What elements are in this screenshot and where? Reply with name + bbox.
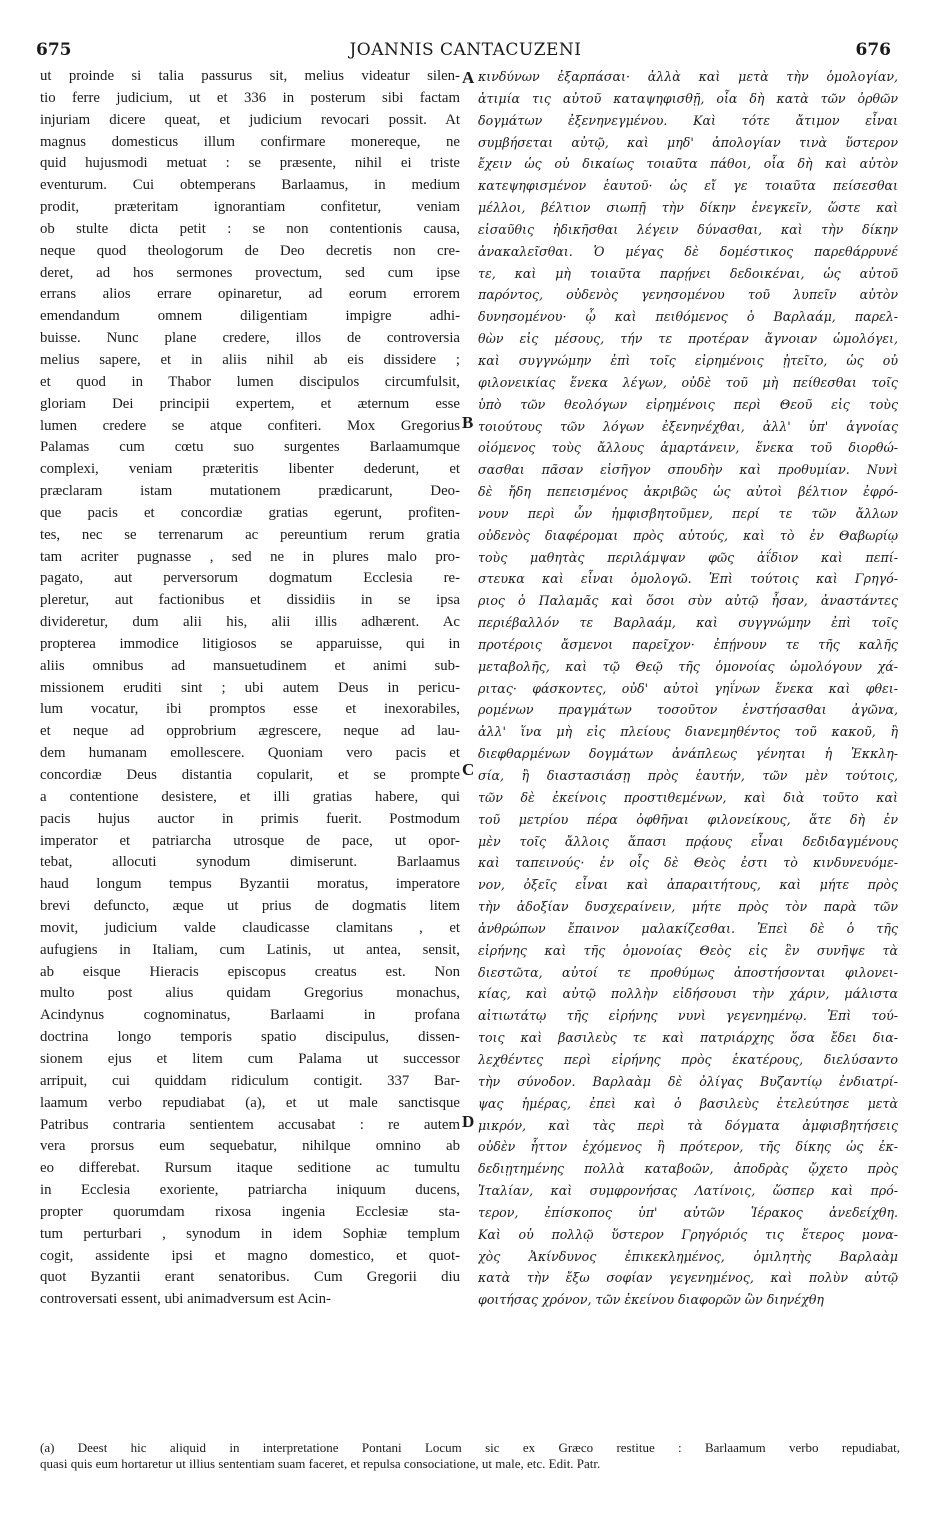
greek-text-line: δογμάτων ἐξενηνεγμένου. Καὶ τότε ἄτιμον εἶναι bbox=[478, 112, 898, 128]
greek-text-line: σασθαι πᾶσαν εἰσῆγον σπουδὴν καὶ προθυμίαν. Νυνὶ bbox=[478, 462, 898, 478]
greek-text-line: περιέβαλλόν τε Βαρλαάμ, καὶ συγγνώμην ἐπὶ τοῖς bbox=[478, 615, 898, 631]
greek-text-line: προτέροις ἄσμενοι παρεῖχον· ἐπῄνουν τε τῆς καλῆς bbox=[478, 636, 898, 652]
greek-text-line: κατεψηφισμένον ἑαυτοῦ· ὡς εἴ γε τοιαῦτα πείσεσθαι bbox=[478, 178, 898, 194]
latin-text-line: tum perturbari , synodum in idem Sophiæ templum bbox=[40, 1225, 460, 1242]
latin-text-line: melius sapere, et in aliis nihil ab eis dissidere ; bbox=[40, 351, 460, 368]
margin-marker-b: B bbox=[462, 413, 474, 432]
latin-text-line: complexi, veniam præteritis libenter dederunt, et bbox=[40, 461, 460, 478]
greek-text-line: τῶν δὲ ἐκείνοις προστιθεμένων, καὶ διὰ τοῦτο καὶ bbox=[478, 789, 898, 805]
latin-text-line: injuriam dicere queat, et judicium revocari possit. At bbox=[40, 111, 460, 128]
margin-marker-a: A bbox=[462, 68, 475, 87]
latin-text-line: emendandum omnem diligentiam impigre adhi- bbox=[40, 308, 460, 325]
greek-text-line: καὶ ταπεινούς· ἐν οἷς δὲ Θεὸς ἐστι τὸ κινδυνευόμε- bbox=[478, 855, 898, 871]
greek-text-line: μέλλοι, βέλτιον σιωπῇ τὴν δίκην ἐνεγκεῖν, ὥστε καὶ bbox=[478, 200, 898, 216]
greek-text-line: μὲν τοῖς ἄλλοις ἅπασι πρᾴους εἶναι δεδιδαγμένους bbox=[478, 833, 898, 849]
latin-text-line: a contentione desistere, et illi gratias habere, qui bbox=[40, 788, 460, 805]
latin-text-line: tio ferre judicium, ut et 336 in posterum sibi factam bbox=[40, 89, 460, 106]
greek-text-line: κίας, καὶ αὐτῷ πολλὴν εἰδήσουσι τὴν χάριν, μάλιστα bbox=[478, 986, 898, 1002]
latin-text-line: ut proinde si talia passurus sit, melius videatur silen- bbox=[40, 68, 460, 84]
latin-text-line: tam acriter pugnasse , sed ne in plures malo pro- bbox=[40, 548, 460, 565]
latin-text-line: eo differebat. Rursum itaque seditione ac tumultu bbox=[40, 1160, 460, 1177]
latin-text-line: divideretur, dum alii his, alii illis adhærent. Ac bbox=[40, 614, 460, 631]
latin-text-line: propterea immodice litigiosos se apparuisse, qui in bbox=[40, 635, 460, 652]
latin-text-line: multo post alius quidam Gregorius monachus, bbox=[40, 985, 460, 1002]
greek-text-line: νον, ὀξεῖς εἶναι καὶ ἀπαραιτήτους, καὶ μήτε πρὸς bbox=[478, 877, 898, 893]
latin-text-line: et neque ad opprobrium ægrescere, neque ad lau- bbox=[40, 723, 460, 740]
latin-text-line: laamum verbo repudiabat (a), et ut male sanctisque bbox=[40, 1094, 460, 1111]
greek-text-line: ὑπὸ τῶν θεολόγων εἰρημένοις περὶ Θεοῦ εἰς τοὺς bbox=[478, 396, 898, 412]
page-number-right: 676 bbox=[855, 40, 891, 60]
latin-text-line: tes, nec se terrenarum ac pereuntium rerum gratia bbox=[40, 526, 460, 543]
greek-text-line: ριτας· φάσκοντες, οὐδ' αὐτοὶ γηΐνων ἕνεκα καὶ φθει- bbox=[478, 680, 898, 696]
latin-text-line: arripuit, cui quiddam ridiculum contigit. 337 Bar- bbox=[40, 1072, 460, 1089]
latin-text-line: eventurum. Cui obtemperans Barlaamus, in medium bbox=[40, 177, 460, 194]
running-header bbox=[0, 40, 931, 64]
greek-text-line: καὶ συγγνώμην ἐπὶ τοῖς εἰρημένοις ᾐτεῖτο, ὡς οὐ bbox=[478, 352, 898, 368]
page-number-left: 675 bbox=[36, 40, 72, 60]
greek-text-line: στευκα καὶ εἶναι ὁμολογῶ. Ἐπὶ τούτοις καὶ Γρηγό- bbox=[478, 571, 898, 587]
latin-text-line: gloriam Dei principii expertem, et æternum esse bbox=[40, 395, 460, 412]
latin-text-line: que pacis et concordiæ gratias egerunt, profiten- bbox=[40, 504, 460, 521]
greek-text-line: φοιτήσας χρόνον, τῶν ἐκείνου διαφορῶν ὢν διηνέχθη bbox=[478, 1292, 824, 1308]
greek-text-line: οὐδενὸς διαφέρομαι πρὸς αὐτούς, καὶ τὸ ἐν Θαβωρίῳ bbox=[478, 527, 898, 543]
greek-text-line: αἰτιωτάτῳ τῆς εἰρήνης νυνὶ γεγενημένῳ. Ἐπὶ τού- bbox=[478, 1008, 898, 1024]
greek-text-line: διεφθαρμένων δογμάτων ἀνάπλεως γένηται ἡ Ἐκκλη- bbox=[478, 746, 898, 762]
greek-text-line: εἰρήνης καὶ τῆς ὁμονοίας Θεὸς εἰς ἓν συνῆψε τὰ bbox=[478, 942, 898, 958]
greek-text-line: ριος ὁ Παλαμᾶς καὶ ὅσοι σὺν αὐτῷ ἦσαν, ἀναστάντες bbox=[478, 593, 898, 609]
latin-text-line: aliis omnibus ad mansuetudinem et animi sub- bbox=[40, 657, 460, 674]
latin-text-line: lumen credere se atque confiteri. Mox Gregorius bbox=[40, 417, 460, 434]
greek-text-line: ἀλλ' ἵνα μὴ εἰς πλείους διανεμηθέντος τοῦ κακοῦ, ἢ bbox=[478, 724, 898, 740]
latin-text-line: quot Byzantii erant senatoribus. Cum Gregorii diu bbox=[40, 1269, 460, 1286]
latin-text-line: ab eisque Hieracis episcopus creatus est. Non bbox=[40, 963, 460, 980]
latin-text-line: concordiæ Deus distantia copularit, et se prompte bbox=[40, 767, 460, 783]
latin-text-line: pagato, aut perversorum dogmatum Ecclesia re- bbox=[40, 570, 460, 587]
greek-text-line: τοιούτους τῶν λόγων ἐξενηνέχθαι, ἀλλ' ὑπ' ἀγνοίας bbox=[478, 418, 898, 434]
greek-text-line: ἔχειν ὡς οὐ δικαίως τοιαῦτα πάθοι, οἷα δὴ καὶ αὐτὸν bbox=[478, 156, 898, 172]
greek-text-line: ἀνακαλεῖσθαι. Ὁ μέγας δὲ δομέστικος παρεθάρρυνέ bbox=[478, 243, 898, 259]
latin-text-line: Acindynus cognominatus, Barlaami in profana bbox=[40, 1007, 460, 1024]
latin-text-line: cogit, assidente ipsi et magno domestico, et quot- bbox=[40, 1247, 460, 1264]
greek-text-line: διεστῶτα, αὐτοί τε προθύμως ἀποστήσονται φιλονει- bbox=[478, 964, 898, 980]
latin-text-line: dem humanam emollescere. Quoniam vero pacis et bbox=[40, 745, 460, 762]
greek-text-line: μικρόν, καὶ τὰς περὶ τὰ δόγματα ἀμφισβητήσεις bbox=[478, 1117, 898, 1133]
footnote-line: quasi quis eum hortaretur ut illius sententiam suam faceret, et repulsa consociatione, ut male, etc. Edit. Patr. bbox=[40, 1456, 601, 1471]
latin-text-line: brevi defuncto, æque ut prius de dogmatis litem bbox=[40, 898, 460, 915]
margin-marker-c: C bbox=[462, 760, 475, 779]
latin-text-line: controversati essent, ubi animadversum est Acin- bbox=[40, 1291, 331, 1308]
greek-text-line: τερον, ἐπίσκοπος ὑπ' αὐτῶν Ἱέρακος ἀνεδείχθη. bbox=[478, 1204, 898, 1220]
latin-text-line: quid hujusmodi metuat : se præsente, nihil ei triste bbox=[40, 155, 460, 172]
latin-text-line: sionem ejus et litem cum Palama ut successor bbox=[40, 1050, 460, 1067]
greek-text-line: τὴν ἀδοξίαν δυσχεραίνειν, μήτε πρὸς τὸν παρὰ τῶν bbox=[478, 899, 898, 915]
greek-text-line: λεχθέντες περὶ εἰρήνης πρὸς ἑκατέρους, διελύσαντο bbox=[478, 1051, 898, 1067]
latin-text-line: præclaram istam mutationem prædicarunt, Deo- bbox=[40, 483, 460, 500]
greek-text-line: εἰσαῦθις ἠδικῆσθαι λέγειν δύνασθαι, καὶ τὴν δίκην bbox=[478, 221, 898, 237]
greek-text-line: δὲ ἤδη πεπεισμένος ἀκριβῶς ὡς αὐτοὶ βέλτιον ἐφρό- bbox=[478, 484, 898, 500]
latin-text-line: aufugiens in Italiam, cum Latinis, ut antea, sensit, bbox=[40, 941, 460, 958]
greek-text-line: τοὺς μαθητὰς περιλάμψαν φῶς ἀΐδιον καὶ πεπί- bbox=[478, 549, 898, 565]
greek-text-line: συμβήσεται αὐτῷ, καὶ μηδ' ἀπολογίαν τινὰ ὕστερον bbox=[478, 134, 898, 150]
latin-text-line: magnus domesticus illum confirmare monereque, ne bbox=[40, 133, 460, 150]
latin-text-line: ob stulte dicta petit : se non contentionis causa, bbox=[40, 220, 460, 237]
greek-column bbox=[478, 66, 898, 1311]
greek-text-line: κατὰ τὴν ἔξω σοφίαν γεγενημένος, καὶ πολὺν αὐτῷ bbox=[478, 1270, 898, 1286]
latin-text-line: et quod in Thabor lumen discipulos circumfulsit, bbox=[40, 373, 460, 390]
greek-text-line: δεδιῃτημένης πολλὰ καταβοῶν, ἀποδρὰς ᾤχετο πρὸς bbox=[478, 1161, 898, 1177]
latin-text-line: lum vocatur, ibi promptos esse et inexorabiles, bbox=[40, 701, 460, 718]
greek-text-line: φιλονεικίας ἕνεκα λέγων, οὐδὲ τοῦ μὴ πείθεσθαι τοῖς bbox=[478, 374, 898, 390]
running-title: JOANNIS CANTACUZENI bbox=[349, 40, 582, 60]
greek-text-line: κινδύνων ἐξαρπάσαι· ἀλλὰ καὶ μετὰ τὴν ὁμολογίαν, bbox=[478, 69, 898, 84]
greek-text-line: τὴν σύνοδον. Βαρλαὰμ δὲ ὀλίγας Βυζαντίῳ ἐνδιατρί- bbox=[478, 1073, 898, 1089]
greek-text-line: δυνησομένου· ᾧ καὶ πειθόμενος ὁ Βαρλαάμ, παρελ- bbox=[478, 309, 898, 325]
greek-text-line: Καὶ οὐ πολλῷ ὕστερον Γρηγόριός τις ἕτερος μονα- bbox=[478, 1226, 898, 1242]
footnote-line: (a) Deest hic aliquid in interpretatione Pontani Locum sic ex Græco restitue : Barlaamum verbo repudiabat, bbox=[40, 1440, 900, 1455]
margin-marker-d: D bbox=[462, 1112, 475, 1131]
greek-text-line: οἰόμενος τοὺς ἄλλους ἁμαρτάνειν, ἕνεκα τοῦ διορθώ- bbox=[478, 440, 898, 456]
greek-text-line: οὐδὲν ἧττον ἐχόμενος ἢ πρότερον, τῆς δίκης ὡς ἐκ- bbox=[478, 1139, 898, 1155]
greek-text-line: τοῦ μετρίου πέρα ὀφθῆναι φιλονείκους, ἅτε δὴ ἐν bbox=[478, 811, 898, 827]
greek-text-line: μεταβολῆς, καὶ τῷ Θεῷ τῆς ὁμονοίας ὡμολόγουν χά- bbox=[478, 658, 898, 674]
greek-text-line: ἀνθρώπων ἔπαινον μαλακίζεσθαι. Ἐπεὶ δὲ ὁ τῆς bbox=[478, 920, 898, 936]
greek-text-line: παρόντος, οὐδενὸς γενησομένου τοῦ λυπεῖν αὐτὸν bbox=[478, 287, 898, 303]
latin-column bbox=[40, 66, 460, 1311]
latin-text-line: in Ecclesia exoriente, patriarcha iniquum ducens, bbox=[40, 1182, 460, 1199]
latin-text-line: haud longum tempus Byzantii moratus, imperatore bbox=[40, 876, 460, 893]
latin-text-line: buisse. Nunc plane credere, illos de controversia bbox=[40, 330, 460, 347]
latin-text-line: propter quorumdam rixosa ingenia Ecclesiæ sta- bbox=[40, 1203, 460, 1220]
greek-text-line: ἀτιμία τις αὐτοῦ καταψηφισθῇ, οἷα δὴ κατὰ τῶν ὀρθῶν bbox=[478, 90, 898, 106]
greek-text-line: ψας ἡμέρας, ἐπεὶ καὶ ὁ βασιλεὺς ἐτελεύτησε μετὰ bbox=[478, 1095, 898, 1111]
footnote bbox=[40, 1440, 900, 1472]
latin-text-line: doctrina longo temporis spatio discipulus, dissen- bbox=[40, 1029, 460, 1046]
greek-text-line: τοις καὶ βασιλεὺς τε καὶ πατριάρχης ὅσα ἔδει δια- bbox=[478, 1030, 898, 1046]
latin-text-line: prodit, præteritam ignorantiam confitetur, veniam bbox=[40, 199, 460, 216]
latin-text-line: Palamas cum cœtu suo surgentes Barlaamumque bbox=[40, 439, 460, 456]
latin-text-line: Patribus contraria sentientem accusabat : re autem bbox=[40, 1116, 460, 1133]
latin-text-line: tebat, allocuti synodum dimiserunt. Barlaamus bbox=[40, 854, 460, 871]
greek-text-line: ρομένων πραγμάτων τοσοῦτον ἐνστήσασθαι ἀγῶνα, bbox=[478, 702, 898, 718]
greek-text-line: νουν περὶ ὧν ἠμφισβητοῦμεν, περί τε τῶν ἄλλων bbox=[478, 505, 898, 521]
latin-text-line: deret, ad hos sermones provectum, sed cum ipse bbox=[40, 264, 460, 281]
greek-text-line: τε, καὶ μὴ τοιαῦτα παρῄνει δεδοικέναι, ὡς αὐτοῦ bbox=[478, 265, 898, 281]
latin-text-line: movit, judicium valde claudicasse clamitans , et bbox=[40, 919, 460, 936]
latin-text-line: neque quod theologorum de Deo decretis non cre- bbox=[40, 242, 460, 259]
latin-text-line: errans alios errare opinaretur, ad eorum errorem bbox=[40, 286, 460, 303]
greek-text-line: σία, ἢ διαστασιάσῃ πρὸς ἑαυτήν, τῶν μὲν τούτοις, bbox=[478, 768, 898, 783]
latin-text-line: vera prorsus eum sequebatur, nihilque omnino ab bbox=[40, 1138, 460, 1155]
greek-text-line: χὸς Ἀκίνδυνος ἐπικεκλημένος, ὁμιλητὴς Βαρλαὰμ bbox=[478, 1248, 898, 1264]
latin-text-line: missionem eruditi sint ; ubi autem Deus in pericu- bbox=[40, 679, 460, 696]
greek-text-line: θὼν εἰς μέσους, τήν τε προτέραν ἄγνοιαν ὡμολόγει, bbox=[478, 331, 898, 347]
latin-text-line: imperator et patriarcha utrosque de pace, ut opor- bbox=[40, 832, 460, 849]
latin-text-line: pleretur, aut factionibus et dissidiis in se ipsa bbox=[40, 592, 460, 609]
greek-text-line: Ἰταλίαν, καὶ συμφρονήσας Λατίνοις, ὥσπερ καὶ πρό- bbox=[478, 1183, 898, 1199]
latin-text-line: pacis hujus auctor in primis fuerit. Postmodum bbox=[40, 810, 460, 827]
